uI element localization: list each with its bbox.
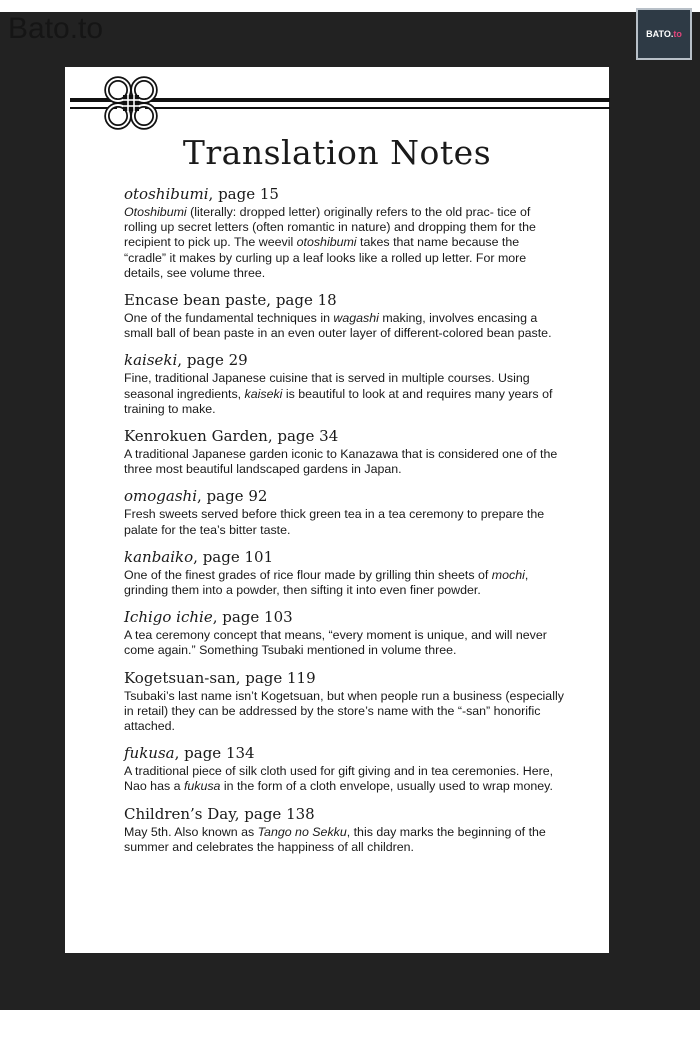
site-watermark: Bato.to	[8, 12, 104, 45]
note-body	[124, 507, 564, 537]
note-text: takes that name because the “cradle” it makes by curling up a leaf looks like a rolled up letter. For more details, see volume three.	[124, 235, 527, 280]
note-item	[124, 185, 564, 281]
note-term: fukusa	[124, 744, 175, 763]
knot-ornament-icon	[101, 73, 161, 133]
note-page-ref: , page 101	[193, 547, 274, 566]
note-page-ref: , page 138	[234, 804, 315, 823]
note-heading	[124, 185, 564, 204]
note-text: in the form of a cloth envelope, usually used to wrap money.	[220, 779, 553, 794]
note-body	[124, 205, 564, 281]
note-text: May 5th. Also known as	[124, 824, 258, 839]
note-term: Encase bean paste	[124, 291, 267, 310]
note-italic-term: fukusa	[183, 779, 221, 794]
note-item	[124, 805, 564, 855]
note-body	[124, 371, 564, 417]
note-body	[124, 628, 564, 658]
note-text: Fresh sweets served before thick green tea in a tea ceremony to prepare the palate for the tea’s bitter taste.	[124, 507, 545, 537]
note-text: A traditional piece of silk cloth used for gift giving and in tea ceremonies. Here, Nao has a	[124, 764, 554, 794]
note-heading	[124, 291, 564, 310]
top-strip	[0, 0, 700, 12]
manga-page	[65, 67, 609, 953]
note-body	[124, 447, 564, 477]
notes-list	[124, 185, 564, 865]
bottom-strip	[0, 1010, 700, 1038]
note-page-ref: , page 119	[235, 668, 316, 687]
note-body	[124, 764, 564, 794]
note-italic-term: kaiseki	[244, 386, 283, 401]
note-item	[124, 548, 564, 598]
note-term: Kenrokuen Garden	[124, 427, 268, 446]
note-term: Children’s Day	[124, 804, 235, 823]
note-item	[124, 487, 564, 537]
note-italic-term: mochi	[491, 567, 525, 582]
note-text: Fine, traditional Japanese cuisine that is served in multiple courses. Using seasonal ingredients,	[124, 371, 530, 401]
note-item	[124, 669, 564, 735]
note-text: A traditional Japanese garden iconic to Kanazawa that is considered one of the three most beautiful landscaped gardens in Japan.	[124, 447, 558, 477]
note-italic-term: Tango no Sekku	[257, 824, 347, 839]
site-badge[interactable]	[636, 8, 692, 60]
note-term: omogashi	[124, 487, 197, 506]
note-body	[124, 825, 564, 855]
note-item	[124, 427, 564, 477]
note-heading	[124, 744, 564, 763]
note-body	[124, 689, 564, 735]
note-heading	[124, 427, 564, 446]
note-term: otoshibumi	[124, 185, 209, 203]
note-text: is beautiful to look at and requires many years of training to make.	[124, 386, 553, 416]
note-page-ref: , page 92	[197, 487, 268, 506]
note-text: One of the fundamental techniques in	[124, 311, 334, 326]
note-heading	[124, 487, 564, 506]
note-text: A tea ceremony concept that means, “every moment is unique, and will never come again.” Something Tsubaki mentioned in volume three.	[124, 628, 547, 658]
note-text: Tsubaki’s last name isn’t Kogetsuan, but when people run a business (especially in retail) they can be addressed by the store’s name with the “-san” honorific attached.	[124, 688, 564, 734]
page-title: Translation Notes	[182, 133, 492, 172]
note-page-ref: , page 18	[266, 291, 337, 310]
badge-label: BATO.	[646, 29, 674, 39]
note-heading	[124, 608, 564, 627]
note-page-ref: , page 29	[177, 351, 248, 370]
note-text: , grinding them into a powder, then sifting it into even finer powder.	[124, 567, 529, 598]
note-page-ref: , page 34	[267, 427, 339, 446]
note-body	[124, 311, 564, 341]
badge-suffix: to	[673, 29, 682, 39]
note-page-ref: , page 15	[208, 185, 279, 203]
note-heading	[124, 805, 564, 824]
note-heading	[124, 669, 564, 688]
note-heading	[124, 548, 564, 567]
note-item	[124, 744, 564, 794]
note-page-ref: , page 134	[174, 744, 255, 763]
note-page-ref: , page 103	[212, 608, 293, 627]
note-item	[124, 608, 564, 658]
note-italic-term: otoshibumi	[296, 235, 357, 250]
note-italic-term: wagashi	[333, 311, 379, 326]
note-heading	[124, 351, 564, 370]
note-body	[124, 568, 564, 598]
note-term: Kogetsuan-san	[124, 668, 236, 687]
note-item	[124, 351, 564, 417]
note-text: (literally: dropped letter) originally refers to the old prac- tice of rolling up secret letters (often romantic in nature) and dropping them for the recipient to pick up. The weevil	[124, 205, 536, 250]
note-term: kanbaiko	[124, 547, 194, 566]
note-term: Ichigo ichie	[124, 608, 213, 627]
note-term: kaiseki	[124, 351, 178, 370]
note-item	[124, 291, 564, 341]
note-text: making, involves encasing a small ball of bean paste in an even outer layer of different-colored bean paste.	[124, 311, 552, 341]
note-text: One of the finest grades of rice flour made by grilling thin sheets of	[124, 567, 492, 582]
note-italic-term: Otoshibumi	[124, 205, 187, 219]
note-text: , this day marks the beginning of the summer and celebrates the happiness of all children.	[124, 824, 546, 854]
